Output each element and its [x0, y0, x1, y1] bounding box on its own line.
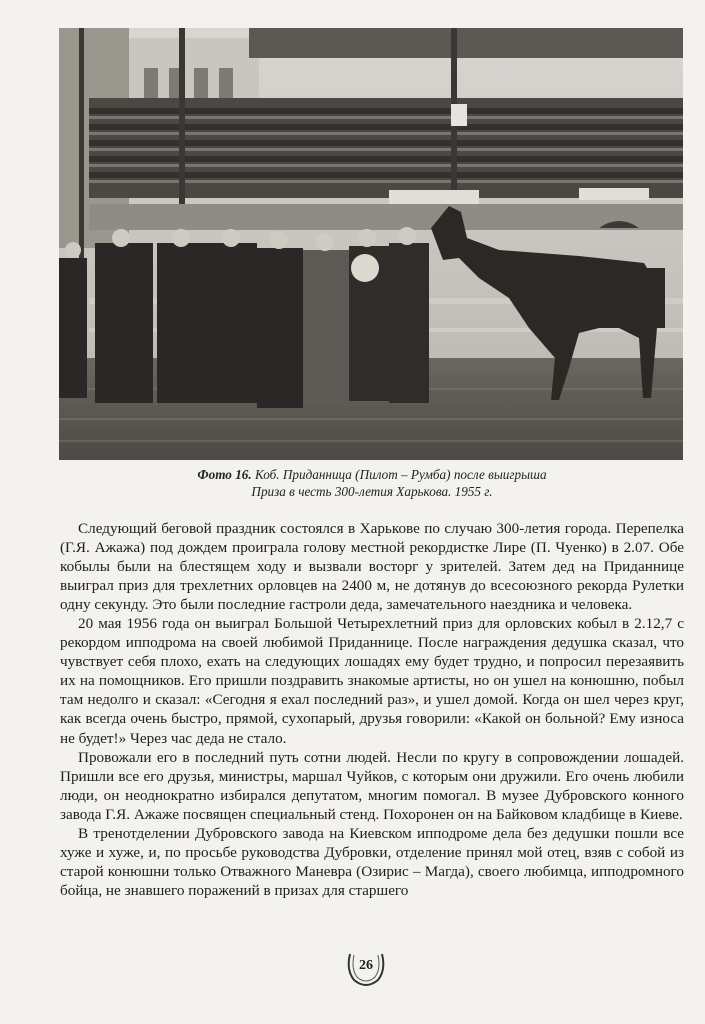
body-text: [60, 519, 684, 900]
page-number-emblem: [344, 950, 388, 988]
photo-caption: [60, 466, 684, 500]
page-number: 26: [359, 958, 373, 973]
paragraph: Следующий беговой праздник состоялся в Харькове по случаю 300-летия города. Перепелка (Г.Я. Ажажа) под дождем проиграла голову местной рекордистке Лире (П. Чуенко) в 2.07. Обе кобылы были на блестящем ходу и вызвали восторг у зрителей. Затем дед на Приданнице выиграл приз для трехлетних орловцев на 2400 м, не дотянув до всесоюзного рекорда Рулетки одну секунду. Это были последние гастроли деда, замечательного наездника и человека.: [60, 520, 684, 614]
historical-photo: [59, 28, 683, 460]
paragraph: В тренотделении Дубровского завода на Киевском ипподроме дела без дедушки пошли все хуже и хуже, и, по просьбе руководства Дубровки, отделение принял мой отец, взяв с собой из старой конюшни только Отважного Маневра (Озирис – Магда), своего любимца, ипподромного бойца, не знавшего поражений в призах для старшего: [60, 824, 684, 899]
paragraph: Провожали его в последний путь сотни людей. Несли по кругу в сопровождении лошадей. Пришли все его друзья, министры, маршал Чуйков, с которым они дружили. Его очень любили люди, он неоднократно избирался депутатом, многим помогал. В музее Дубровского конного завода Г.Я. Ажаже посвящен специальный стенд. Похоронен он на Байковом кладбище в Киеве.: [60, 748, 684, 823]
paragraph: 20 мая 1956 года он выиграл Большой Четырехлетний приз для орловских кобыл в 2.12,7 с рекордом ипподрома на своей любимой Приданнице. После награждения дедушка сказал, что чувствует себя плохо, ехать на следующих лошадях ему будет трудно, и попросил перезаявить их на помощников. Его пришли поздравить знакомые артисты, но он ушел на конюшню, побыл там недолго и сказал: «Сегодня я ехал последний раз», и ушел домой. Когда он шел через круг, как всегда очень быстро, прямой, сухопарый, друзья говорили: «Какой он больной? Ему износа не будет!» Через час деда не стало.: [60, 615, 684, 747]
caption-line2: Приза в честь 300-летия Харькова. 1955 г.: [251, 484, 493, 499]
caption-line1: Коб. Приданница (Пилот – Румба) после выигрыша: [251, 467, 547, 482]
caption-label: Фото 16.: [197, 467, 252, 482]
